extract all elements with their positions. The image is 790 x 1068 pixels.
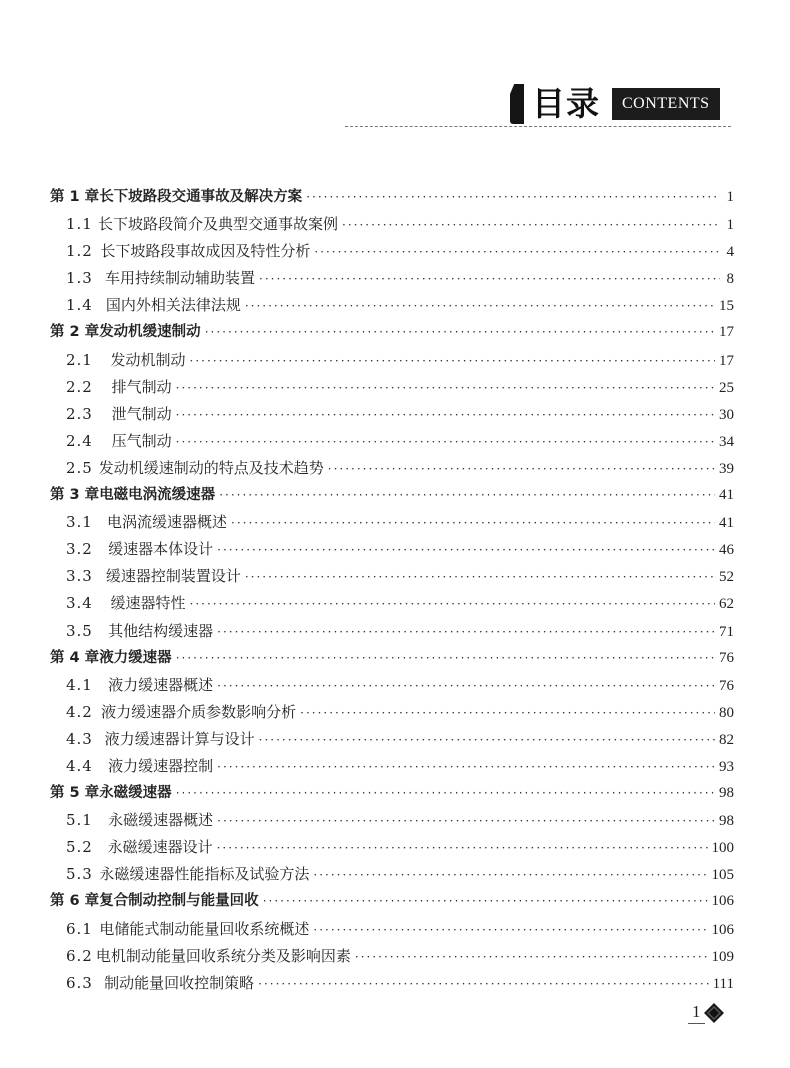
toc-section-entry[interactable] [50, 563, 734, 590]
dot-leader [176, 375, 715, 402]
header-bar-decoration [510, 84, 524, 124]
toc-chapter-entry[interactable] [50, 888, 734, 915]
toc-entry-number: 6.2 [66, 946, 93, 965]
toc-section-entry[interactable] [50, 861, 734, 888]
toc-entry-title: 发动机缓速制动的特点及技术趋势 [98, 458, 324, 477]
toc-entry-title: 永磁缓速器 [99, 785, 172, 802]
toc-entry-number: 第 3 章 [50, 487, 100, 504]
toc-entry-title: 车用持续制动辅助装置 [105, 269, 256, 288]
toc-section-entry[interactable] [50, 292, 734, 319]
toc-entry-page: 100 [711, 840, 734, 857]
toc-chapter-entry[interactable] [50, 780, 734, 807]
toc-entry-number: 1.1 [66, 215, 93, 234]
toc-entry-title: 长下坡路段交通事故及解决方案 [99, 189, 303, 205]
toc-entry-number: 1.4 [66, 296, 93, 315]
toc-entry-number: 3.4 [66, 594, 93, 613]
toc-entry-page: 82 [719, 731, 734, 748]
dot-leader [314, 239, 720, 266]
dot-leader [342, 212, 720, 239]
toc-entry-number: 2.1 [66, 350, 93, 369]
dot-leader [300, 700, 715, 727]
toc-entry-number: 3.3 [66, 567, 93, 586]
toc-entry-page: 76 [719, 649, 734, 666]
toc-entry-number: 5.1 [66, 811, 93, 830]
toc-entry-number: 6.1 [66, 919, 93, 938]
toc-entry-number: 2.4 [66, 431, 93, 450]
toc-entry-page: 4 [726, 244, 734, 261]
dot-leader [176, 402, 715, 429]
toc-section-entry[interactable] [50, 970, 734, 997]
toc-section-entry[interactable] [50, 238, 734, 265]
toc-entry-title: 制动能量回收控制策略 [104, 973, 255, 992]
dot-leader [245, 564, 715, 591]
dot-leader [176, 645, 715, 672]
toc-entry-number: 第 2 章 [50, 324, 100, 341]
toc-section-entry[interactable] [50, 916, 734, 943]
toc-entry-page: 93 [719, 758, 734, 775]
contents-header [510, 84, 720, 124]
toc-entry-number: 第 5 章 [50, 785, 100, 802]
toc-entry-number: 6.3 [66, 973, 93, 992]
toc-entry-number: 4.1 [66, 675, 93, 694]
toc-entry-page: 109 [711, 948, 734, 965]
toc-entry-title: 排气制动 [111, 377, 172, 396]
toc-entry-number: 3.2 [66, 540, 93, 559]
toc-entry-number: 4.2 [66, 702, 93, 721]
toc-section-entry[interactable] [50, 807, 734, 834]
toc-chapter-entry[interactable] [50, 319, 734, 346]
toc-section-entry[interactable] [50, 590, 734, 617]
toc-entry-page: 111 [712, 975, 734, 992]
dot-leader [176, 780, 715, 807]
toc-entry-page: 25 [719, 379, 734, 396]
toc-entry-page: 76 [719, 677, 734, 694]
toc-entry-number: 4.3 [66, 729, 93, 748]
toc-entry-title: 液力缓速器 [99, 649, 172, 666]
dot-leader [259, 727, 715, 754]
toc-entry-title: 液力缓速器概述 [108, 675, 214, 694]
toc-entry-page: 8 [726, 271, 734, 288]
dot-leader [217, 835, 708, 862]
toc-section-entry[interactable] [50, 536, 734, 563]
toc-entry-page: 98 [719, 785, 734, 802]
toc-entry-title: 其他结构缓速器 [108, 621, 214, 640]
toc-entry-page: 15 [719, 298, 734, 315]
page-title: 目录 [532, 84, 600, 123]
toc-section-entry[interactable] [50, 509, 734, 536]
dot-leader [205, 319, 715, 346]
toc-entry-number: 5.3 [66, 865, 93, 884]
toc-entry-number: 3.5 [66, 621, 93, 640]
header-divider [345, 126, 731, 127]
toc-entry-title: 液力缓速器介质参数影响分析 [101, 702, 297, 721]
toc-entry-title: 永磁缓速器性能指标及试验方法 [99, 865, 310, 884]
toc-entry-title: 压气制动 [111, 431, 172, 450]
toc-entry-title: 电磁电涡流缓速器 [99, 487, 216, 504]
toc-section-entry[interactable] [50, 699, 734, 726]
toc-entry-page: 71 [719, 623, 734, 640]
toc-entry-number: 3.1 [66, 513, 93, 532]
toc-section-entry[interactable] [50, 834, 734, 861]
dot-leader [313, 917, 707, 944]
toc-section-entry[interactable] [50, 401, 734, 428]
toc-entry-number: 1.3 [66, 269, 93, 288]
toc-entry-page: 30 [719, 406, 734, 423]
toc-entry-number: 第 1 章 [50, 189, 100, 205]
toc-entry-title: 发动机制动 [110, 350, 186, 369]
toc-entry-title: 国内外相关法律法规 [105, 296, 241, 315]
dot-leader [355, 944, 708, 971]
toc-chapter-entry[interactable] [50, 184, 734, 211]
toc-entry-title: 复合制动控制与能量回收 [99, 893, 259, 910]
dot-leader [245, 293, 715, 320]
dot-leader [217, 673, 715, 700]
table-of-contents [50, 184, 734, 997]
toc-entry-title: 长下坡路段简介及典型交通事故案例 [98, 215, 339, 234]
dot-leader [306, 184, 720, 211]
toc-section-entry[interactable] [50, 672, 734, 699]
toc-section-entry[interactable] [50, 428, 734, 455]
toc-section-entry[interactable] [50, 455, 734, 482]
toc-section-entry[interactable] [50, 943, 734, 970]
toc-entry-number: 第 4 章 [50, 649, 100, 666]
toc-entry-title: 电储能式制动能量回收系统概述 [99, 919, 310, 938]
page-number: 1 [688, 1002, 705, 1024]
toc-entry-page: 41 [719, 487, 734, 504]
toc-entry-title: 电机制动能量回收系统分类及影响因素 [95, 946, 351, 965]
toc-section-entry[interactable] [50, 265, 734, 292]
dot-leader [217, 537, 715, 564]
toc-entry-number: 2.5 [66, 458, 93, 477]
toc-entry-title: 发动机缓速制动 [99, 324, 201, 341]
toc-entry-page: 34 [719, 433, 734, 450]
toc-entry-page: 106 [711, 921, 734, 938]
dot-leader [258, 971, 708, 998]
toc-entry-title: 缓速器特性 [110, 594, 186, 613]
toc-entry-title: 液力缓速器控制 [108, 756, 214, 775]
toc-entry-page: 39 [719, 460, 734, 477]
toc-entry-page: 46 [719, 542, 734, 559]
toc-entry-title: 泄气制动 [111, 404, 172, 423]
toc-chapter-entry[interactable] [50, 482, 734, 509]
toc-entry-number: 第 6 章 [50, 893, 100, 910]
toc-entry-page: 1 [726, 189, 734, 205]
toc-entry-number: 5.2 [66, 838, 93, 857]
diamond-ornament-icon [703, 1002, 725, 1024]
toc-entry-title: 长下坡路段事故成因及特性分析 [100, 242, 311, 261]
dot-leader [217, 619, 715, 646]
toc-section-entry[interactable] [50, 347, 734, 374]
dot-leader [190, 591, 715, 618]
dot-leader [263, 888, 708, 915]
dot-leader [190, 348, 715, 375]
toc-entry-title: 永磁缓速器设计 [107, 838, 213, 857]
contents-badge: CONTENTS [612, 88, 720, 120]
toc-section-entry[interactable] [50, 374, 734, 401]
toc-entry-title: 缓速器控制装置设计 [105, 567, 241, 586]
toc-entry-page: 41 [719, 515, 734, 532]
toc-entry-page: 17 [719, 352, 734, 369]
dot-leader [231, 510, 715, 537]
toc-section-entry[interactable] [50, 753, 734, 780]
toc-entry-page: 105 [711, 867, 734, 884]
dot-leader [217, 754, 715, 781]
toc-entry-page: 80 [719, 704, 734, 721]
page-footer [688, 1002, 725, 1024]
toc-section-entry[interactable] [50, 726, 734, 753]
toc-entry-title: 缓速器本体设计 [108, 540, 214, 559]
toc-entry-number: 1.2 [66, 242, 93, 261]
toc-entry-title: 电涡流缓速器概述 [106, 513, 227, 532]
toc-entry-page: 62 [719, 596, 734, 613]
dot-leader [219, 482, 715, 509]
toc-entry-title: 液力缓速器计算与设计 [104, 729, 255, 748]
toc-entry-page: 1 [726, 217, 734, 234]
toc-entry-number: 4.4 [66, 756, 93, 775]
dot-leader [313, 862, 707, 889]
toc-section-entry[interactable] [50, 618, 734, 645]
dot-leader [217, 808, 715, 835]
dot-leader [176, 429, 715, 456]
dot-leader [328, 456, 715, 483]
toc-section-entry[interactable] [50, 211, 734, 238]
toc-entry-title: 永磁缓速器概述 [108, 811, 214, 830]
toc-entry-page: 52 [719, 569, 734, 586]
toc-entry-number: 2.2 [66, 377, 93, 396]
dot-leader [259, 266, 720, 293]
toc-entry-page: 106 [711, 893, 734, 910]
toc-chapter-entry[interactable] [50, 645, 734, 672]
toc-entry-page: 98 [719, 813, 734, 830]
toc-entry-page: 17 [719, 324, 734, 341]
toc-entry-number: 2.3 [66, 404, 93, 423]
